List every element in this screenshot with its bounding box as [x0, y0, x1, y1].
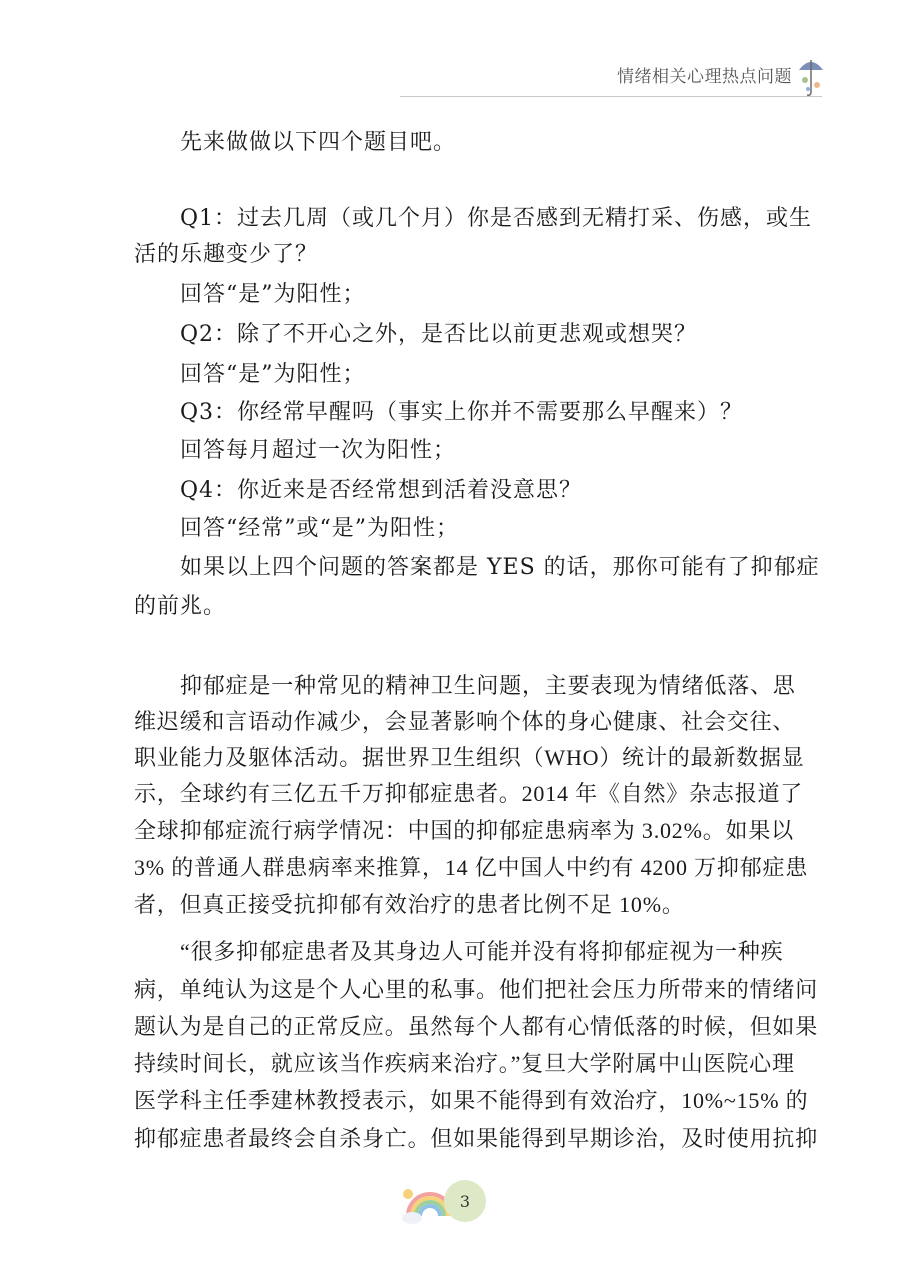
q4-answer: 回答“经常”或“是”为阳性； — [180, 516, 459, 541]
umbrella-cloud-icon — [796, 52, 826, 98]
paragraph-1-line-2: 维迟缓和言语动作减少，会显著影响个体的身心健康、社会交往、 — [134, 709, 796, 734]
paragraph-2-line-3: 题认为是自己的正常反应。虽然每个人都有心情低落的时候，但如果 — [134, 1014, 819, 1039]
paragraph-2-line-1: “很多抑郁症患者及其身边人可能并没有将抑郁症视为一种疾 — [180, 939, 784, 964]
paragraph-1-line-6: 3% 的普通人群患病率来推算，14 亿中国人中约有 4200 万抑郁症患 — [134, 855, 809, 880]
paragraph-1-line-1: 抑郁症是一种常见的精神卫生问题，主要表现为情绪低落、思 — [180, 673, 796, 698]
q2-line: Q2：除了不开心之外，是否比以前更悲观或想哭？ — [180, 322, 698, 347]
paragraph-2-line-5: 医学科主任季建林教授表示，如果不能得到有效治疗，10%~15% 的 — [134, 1088, 809, 1113]
paragraph-1-line-7: 者，但真正接受抗抑郁有效治疗的患者比例不足 10%。 — [134, 892, 685, 917]
paragraph-2-line-6: 抑郁症患者最终会自杀身亡。但如果能得到早期诊治，及时使用抗抑 — [134, 1126, 819, 1151]
q1-line-1: Q1：过去几周（或几个月）你是否感到无精打采、伤感，或生 — [180, 206, 813, 231]
q1-answer: 回答“是”为阳性； — [180, 282, 366, 307]
page-number: 3 — [444, 1180, 486, 1222]
paragraph-1-line-3: 职业能力及躯体活动。据世界卫生组织（WHO）统计的最新数据显 — [134, 745, 805, 770]
paragraph-1-line-4: 示，全球约有三亿五千万抑郁症患者。2014 年《自然》杂志报道了 — [134, 781, 804, 806]
q3-line: Q3：你经常早醒吗（事实上你并不需要那么早醒来）？ — [180, 400, 744, 425]
header-rule — [400, 96, 822, 97]
paragraph-1-line-5: 全球抑郁症流行病学情况：中国的抑郁症患病率为 3.02%。如果以 — [134, 818, 794, 843]
intro-line: 先来做做以下四个题目吧。 — [180, 130, 457, 155]
q3-answer: 回答每月超过一次为阳性； — [180, 438, 457, 463]
q2-answer: 回答“是”为阳性； — [180, 362, 366, 387]
q1-line-2: 活的乐趣变少了？ — [134, 242, 319, 267]
paragraph-2-line-2: 病，单纯认为这是个人心里的私事。他们把社会压力所带来的情绪问 — [134, 977, 819, 1002]
paragraph-2-line-4: 持续时间长，就应该当作疾病来治疗。”复旦大学附属中山医院心理 — [134, 1051, 795, 1076]
conclusion-line-1: 如果以上四个问题的答案都是 YES 的话，那你可能有了抑郁症 — [180, 555, 820, 580]
q4-line: Q4：你近来是否经常想到活着没意思？ — [180, 478, 583, 503]
conclusion-line-2: 的前兆。 — [134, 594, 227, 619]
running-header: 情绪相关心理热点问题 — [617, 67, 792, 87]
